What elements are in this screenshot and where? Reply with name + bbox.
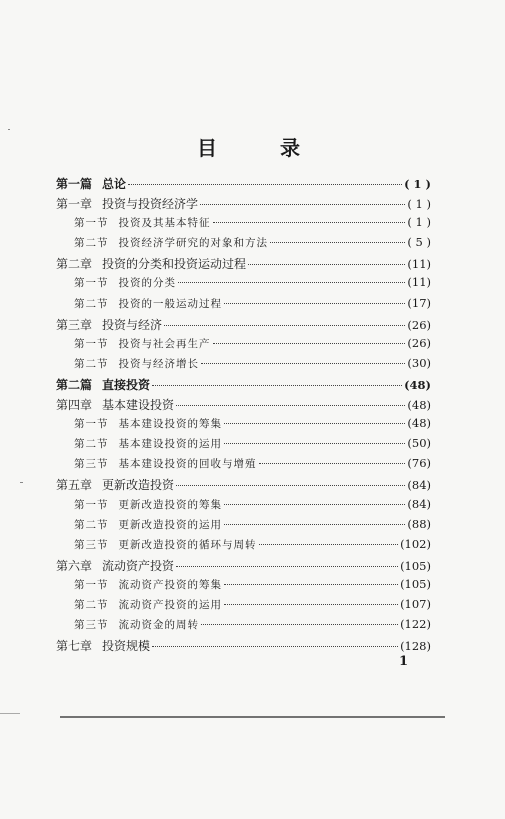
toc-entry-title: 投资与投资经济学 [102, 197, 199, 212]
toc-entry-chapter [56, 316, 431, 336]
toc-entry-page: (48) [404, 377, 431, 392]
toc-entry-page: (76) [407, 456, 431, 471]
dot-leader [164, 325, 405, 326]
toc-entry-part [56, 175, 431, 195]
dot-leader [224, 604, 398, 605]
toc-entry-title: 投资的一般运动过程 [118, 297, 222, 310]
dot-leader [270, 242, 405, 243]
page-number: 1 [399, 654, 409, 669]
dot-leader [152, 646, 398, 647]
toc-entry-chapter [56, 557, 431, 577]
toc-entry-page: (107) [400, 596, 431, 611]
toc-entry-page: (84) [407, 478, 431, 493]
dot-leader [224, 423, 405, 424]
dot-leader [178, 282, 405, 283]
toc-entry-title: 流动资金的周转 [118, 619, 199, 632]
toc-entry-title: 投资规模 [102, 639, 151, 654]
dot-leader [200, 204, 405, 205]
dot-leader [224, 524, 405, 525]
toc-entry-title: 投资的分类和投资运动过程 [102, 257, 247, 272]
dot-leader [259, 544, 399, 545]
toc-entry-page: (128) [400, 639, 431, 654]
toc-entry-label: 第一节 [74, 578, 109, 591]
dot-leader [201, 624, 398, 625]
toc-entry-title: 更新改造投资的筹集 [118, 498, 222, 511]
toc-entry-page: (17) [407, 295, 431, 310]
toc-entry-label: 第三节 [74, 619, 109, 632]
margin-mark [0, 713, 20, 714]
toc-entry-title: 更新改造投资 [102, 478, 175, 493]
toc-entry-label: 第六章 [56, 558, 93, 573]
toc-entry-page: (84) [407, 496, 431, 511]
toc-entry-section [56, 336, 431, 356]
bottom-rule [60, 716, 445, 718]
toc-entry-title: 投资与经济 [102, 317, 163, 332]
toc-entry-label: 第二节 [74, 438, 109, 451]
toc-entry-label: 第七章 [56, 639, 93, 654]
toc-entry-title: 流动资产投资的运用 [118, 598, 222, 611]
toc-entry-section [56, 235, 431, 255]
toc-entry-chapter [56, 195, 431, 215]
toc-entry-page: (122) [400, 617, 431, 632]
dot-leader [213, 343, 406, 344]
toc-entry-title: 直接投资 [102, 377, 151, 392]
toc-entry-label: 第一节 [74, 277, 109, 290]
toc-entry-title: 更新改造投资的循环与周转 [118, 538, 257, 551]
toc-entry-title: 总论 [102, 177, 127, 191]
toc-entry-page: ( 1 ) [407, 215, 431, 230]
toc-entry-section [56, 597, 431, 617]
toc-entry-section [56, 296, 431, 316]
toc-entry-page: ( 5 ) [407, 235, 431, 250]
toc-entry-section [56, 497, 431, 517]
toc-entry-page: (88) [407, 516, 431, 531]
dot-leader [176, 405, 405, 406]
toc-entry-page: (26) [407, 317, 431, 332]
toc-entry-section [56, 617, 431, 637]
toc-entry-page: (11) [407, 257, 431, 272]
toc-entry-page: ( 1 ) [404, 177, 431, 191]
toc-entry-chapter [56, 476, 431, 496]
toc-entry-section [56, 577, 431, 597]
scan-speck [8, 129, 10, 130]
toc-entry-page: (11) [407, 275, 431, 290]
toc-entry-label: 第五章 [56, 478, 93, 493]
toc-entry-label: 第一节 [74, 217, 109, 230]
toc-entry-section [56, 215, 431, 235]
toc-entry-title: 投资的分类 [118, 277, 176, 290]
toc-entry-title: 基本建设投资的回收与增殖 [118, 458, 257, 471]
toc-entry-title: 投资与社会再生产 [118, 337, 211, 350]
toc-entry-label: 第二章 [56, 257, 93, 272]
toc-entry-section [56, 275, 431, 295]
toc-entry-part [56, 376, 431, 396]
toc-entry-page: (105) [400, 558, 431, 573]
toc-entry-page: (50) [407, 436, 431, 451]
toc-entry-page: (48) [407, 398, 431, 413]
toc-entry-label: 第一节 [74, 498, 109, 511]
dot-leader [224, 504, 405, 505]
toc-entry-title: 更新改造投资的运用 [118, 518, 222, 531]
toc-entry-label: 第四章 [56, 398, 93, 413]
dot-leader [259, 463, 406, 464]
dot-leader [224, 443, 405, 444]
toc-entry-label: 第二节 [74, 357, 109, 370]
toc-entry-page: (48) [407, 416, 431, 431]
dot-leader [176, 566, 398, 567]
toc-entry-label: 第二节 [74, 297, 109, 310]
dot-leader [152, 385, 402, 386]
toc-entry-section [56, 517, 431, 537]
toc-entry-section [56, 356, 431, 376]
toc-entry-label: 第一节 [74, 418, 109, 431]
toc-entry-page: (30) [407, 355, 431, 370]
toc-entry-label: 第三章 [56, 317, 93, 332]
toc-entry-title: 流动资产投资的筹集 [118, 578, 222, 591]
toc-entry-title: 基本建设投资 [102, 398, 175, 413]
toc-entry-title: 基本建设投资的运用 [118, 438, 222, 451]
toc-entry-page: ( 1 ) [407, 197, 431, 212]
toc-entry-label: 第二节 [74, 598, 109, 611]
toc-entry-label: 第三节 [74, 458, 109, 471]
dot-leader [128, 184, 402, 185]
toc-entry-title: 投资经济学研究的对象和方法 [118, 237, 268, 250]
dot-leader [213, 222, 406, 223]
toc-entry-chapter [56, 637, 431, 657]
toc-entry-label: 第一节 [74, 337, 109, 350]
dot-leader [201, 363, 405, 364]
toc-entry-section [56, 537, 431, 557]
toc-entry-label: 第一章 [56, 197, 93, 212]
page-title: 目 录 [197, 136, 328, 160]
toc-entry-chapter [56, 255, 431, 275]
toc-entry-section [56, 456, 431, 476]
toc-entry-section [56, 436, 431, 456]
toc-entry-label: 第二节 [74, 237, 109, 250]
toc-entry-label: 第二节 [74, 518, 109, 531]
toc-entry-page: (26) [407, 335, 431, 350]
dot-leader [176, 485, 405, 486]
toc-entry-page: (102) [400, 536, 431, 551]
table-of-contents [56, 175, 431, 657]
toc-entry-label: 第一篇 [56, 177, 93, 191]
toc-entry-chapter [56, 396, 431, 416]
dot-leader [248, 264, 405, 265]
scan-speck [20, 482, 23, 483]
toc-entry-title: 投资及其基本特征 [118, 217, 211, 230]
toc-entry-title: 投资与经济增长 [118, 357, 199, 370]
dot-leader [224, 303, 405, 304]
toc-entry-page: (105) [400, 576, 431, 591]
dot-leader [224, 584, 398, 585]
toc-entry-label: 第三节 [74, 538, 109, 551]
toc-entry-label: 第二篇 [56, 377, 93, 392]
toc-entry-title: 基本建设投资的筹集 [118, 418, 222, 431]
toc-entry-section [56, 416, 431, 436]
toc-entry-title: 流动资产投资 [102, 558, 175, 573]
